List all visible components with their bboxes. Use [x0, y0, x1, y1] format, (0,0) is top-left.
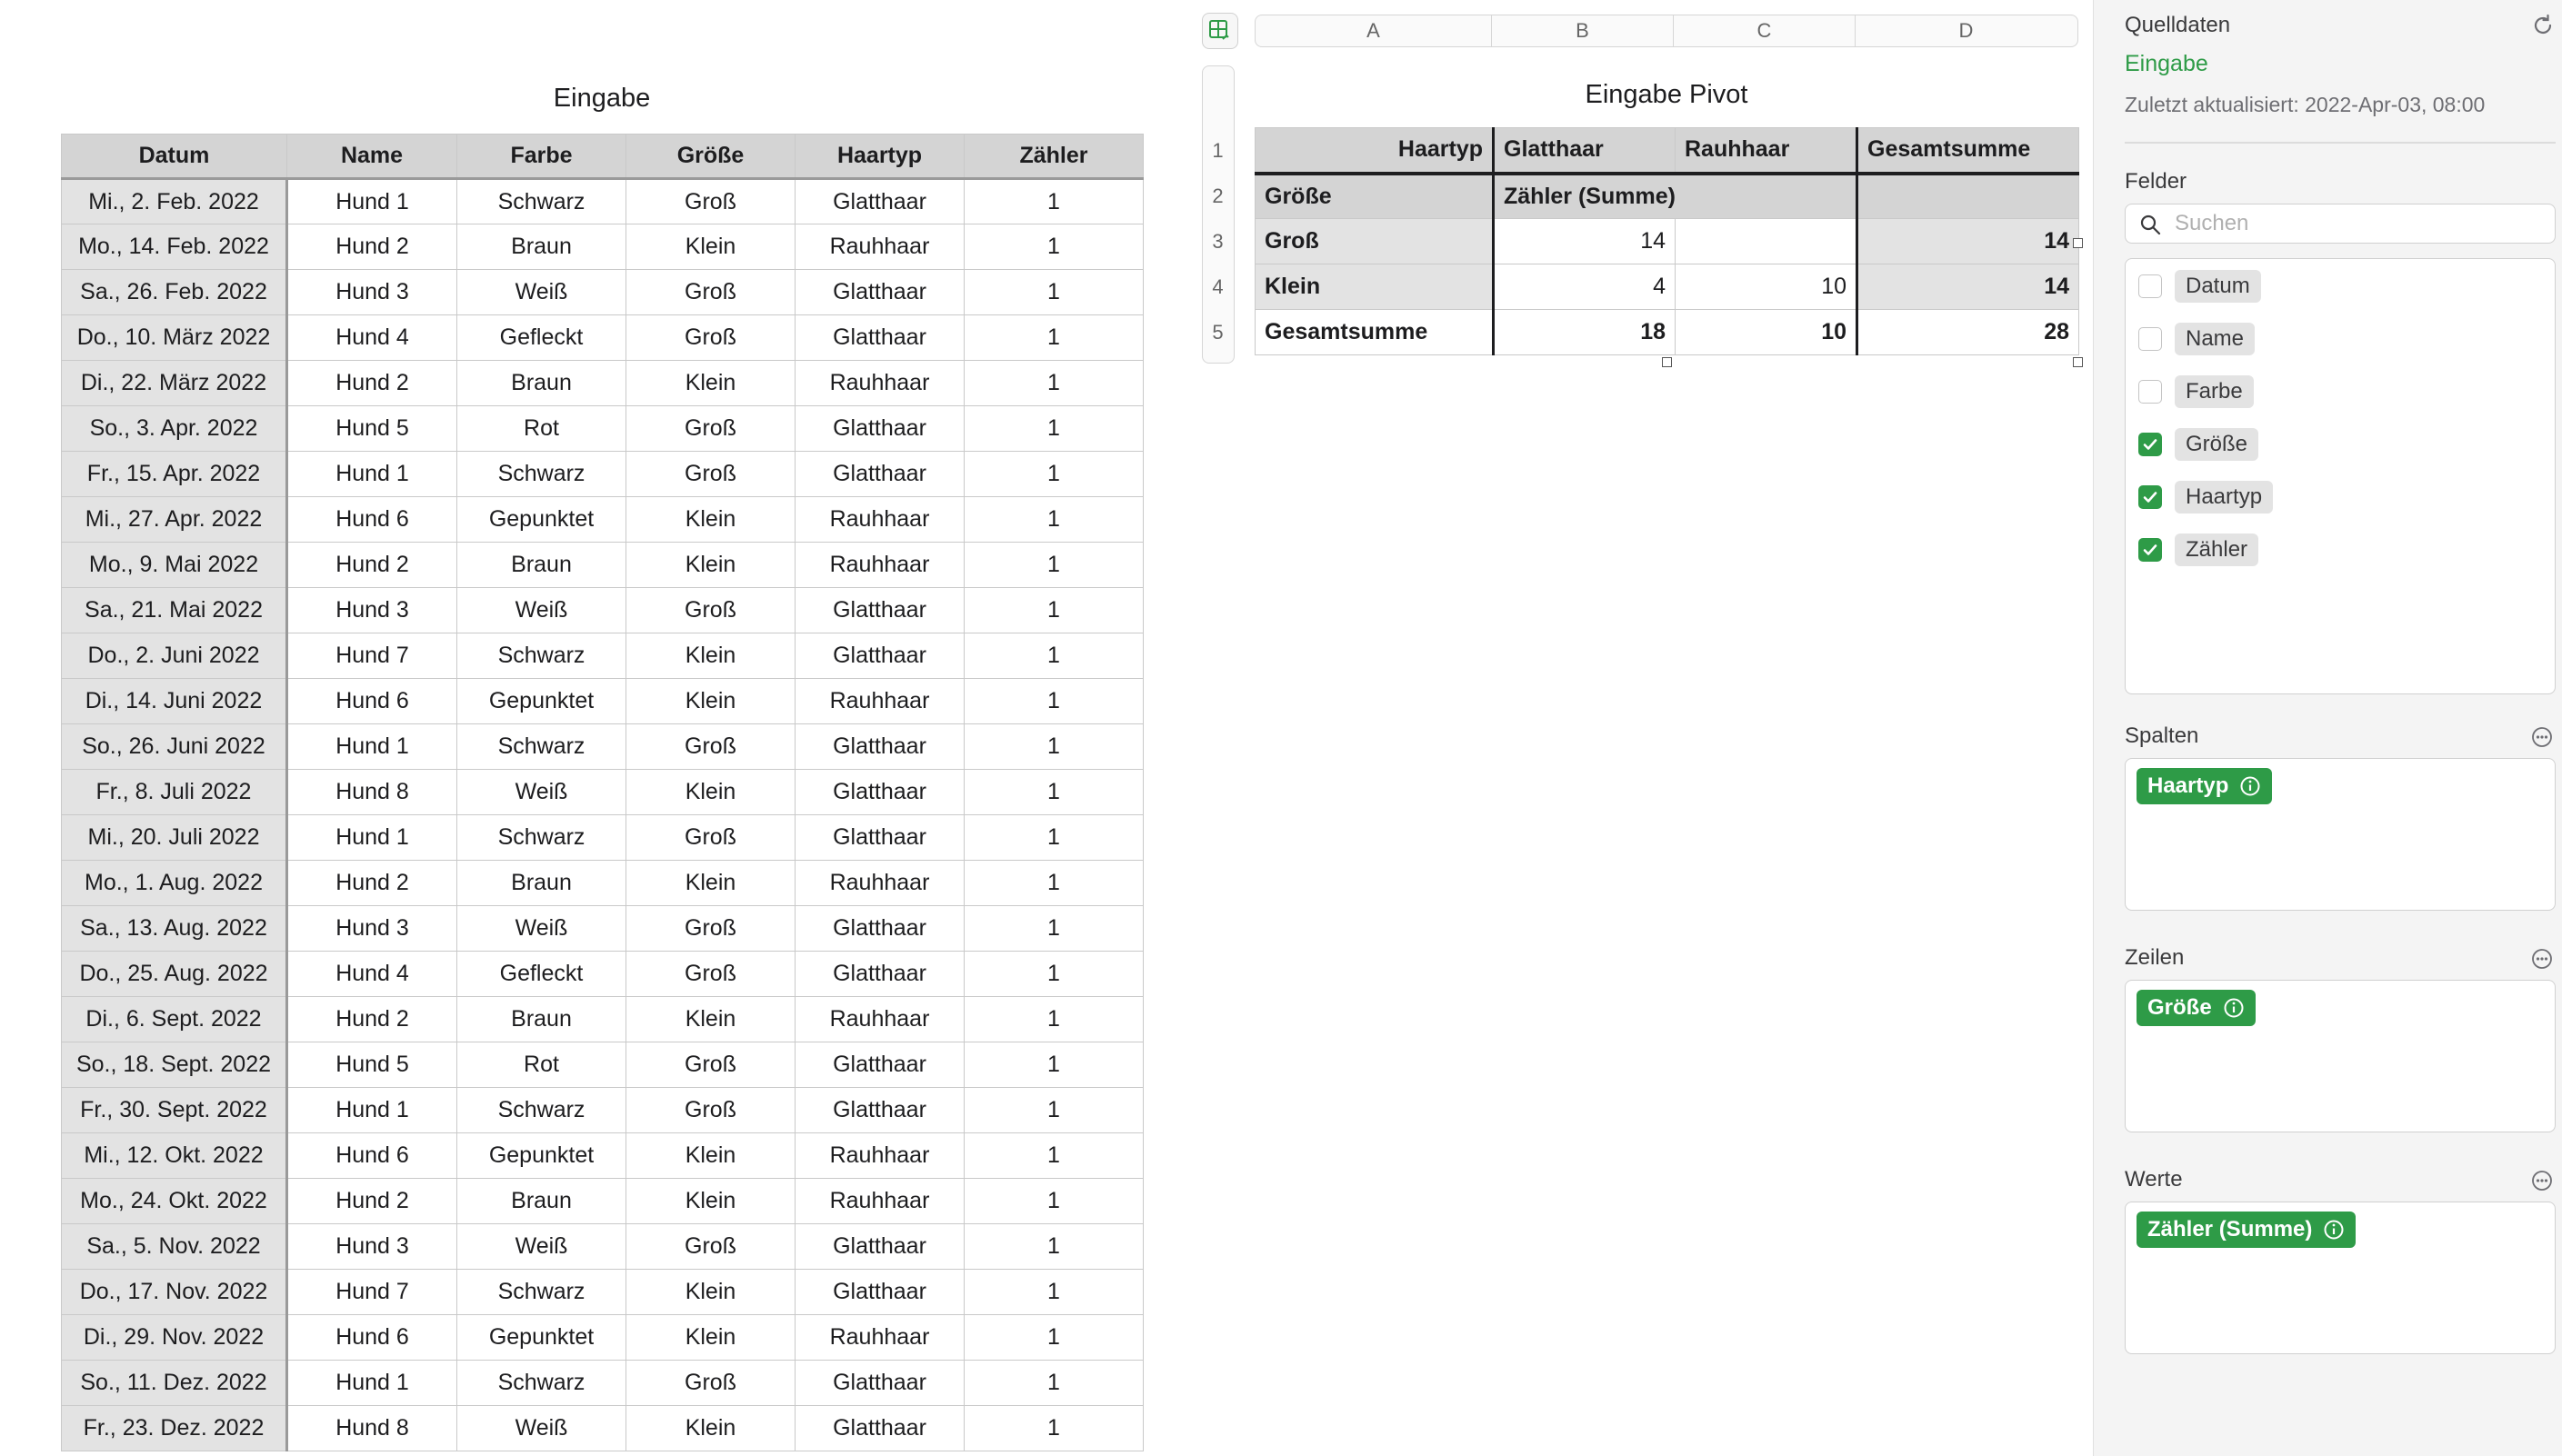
cell-groesse[interactable]: Groß	[626, 406, 796, 452]
cell-name[interactable]: Hund 6	[287, 1315, 457, 1361]
pivot-cell-c4[interactable]: 10	[1676, 264, 1857, 310]
cell-groesse[interactable]: Groß	[626, 724, 796, 770]
row-number-5[interactable]: 5	[1212, 321, 1224, 344]
cell-zaehler[interactable]: 1	[965, 1361, 1144, 1406]
cell-name[interactable]: Hund 6	[287, 1133, 457, 1179]
cell-haartyp[interactable]: Glatthaar	[796, 633, 965, 679]
cell-groesse[interactable]: Groß	[626, 270, 796, 315]
cell-haartyp[interactable]: Rauhhaar	[796, 1179, 965, 1224]
field-chip[interactable]: Zähler	[2175, 534, 2258, 566]
cell-haartyp[interactable]: Glatthaar	[796, 1042, 965, 1088]
table-row	[62, 770, 1144, 815]
cell-zaehler[interactable]: 1	[965, 815, 1144, 861]
resize-handle-bottom-middle[interactable]	[1662, 357, 1672, 367]
rows-label: Zeilen	[2125, 945, 2185, 970]
cell-datum[interactable]: Do., 10. März 2022	[62, 315, 287, 361]
header-zaehler[interactable]: Zähler	[965, 135, 1144, 179]
pivot-row-2	[1256, 174, 2079, 219]
cell-groesse[interactable]: Klein	[626, 997, 796, 1042]
resize-handle-bottom-right[interactable]	[2073, 357, 2083, 367]
cell-name[interactable]: Hund 7	[287, 633, 457, 679]
cell-haartyp[interactable]: Glatthaar	[796, 315, 965, 361]
pivot-row-3	[1256, 219, 2079, 264]
cell-zaehler[interactable]: 1	[965, 315, 1144, 361]
cell-datum[interactable]: So., 26. Juni 2022	[62, 724, 287, 770]
cell-groesse[interactable]: Klein	[626, 1133, 796, 1179]
cell-farbe[interactable]: Schwarz	[457, 1361, 626, 1406]
cell-farbe[interactable]: Schwarz	[457, 452, 626, 497]
cell-zaehler[interactable]: 1	[965, 633, 1144, 679]
column-letter-b[interactable]: B	[1492, 15, 1674, 46]
cell-farbe[interactable]: Rot	[457, 406, 626, 452]
rows-drop-area[interactable]	[2125, 980, 2556, 1132]
resize-handle-top-right[interactable]	[2073, 238, 2083, 248]
columns-more-icon[interactable]	[2530, 725, 2554, 749]
cell-farbe[interactable]: Weiß	[457, 1406, 626, 1451]
cell-datum[interactable]: Sa., 26. Feb. 2022	[62, 270, 287, 315]
cell-farbe[interactable]: Schwarz	[457, 815, 626, 861]
field-chip[interactable]: Name	[2175, 323, 2255, 355]
cell-haartyp[interactable]: Glatthaar	[796, 588, 965, 633]
cell-zaehler[interactable]: 1	[965, 861, 1144, 906]
row-header-bar	[1202, 65, 1235, 364]
cell-datum[interactable]: Mo., 1. Aug. 2022	[62, 861, 287, 906]
cell-haartyp[interactable]: Rauhhaar	[796, 679, 965, 724]
cell-haartyp[interactable]: Glatthaar	[796, 452, 965, 497]
header-haartyp[interactable]: Haartyp	[796, 135, 965, 179]
field-search-box[interactable]	[2125, 204, 2556, 244]
pivot-cell-b1[interactable]: Glatthaar	[1494, 128, 1676, 174]
cell-groesse[interactable]: Groß	[626, 1088, 796, 1133]
cell-haartyp[interactable]: Glatthaar	[796, 1088, 965, 1133]
table-row	[62, 1133, 1144, 1179]
cell-name[interactable]: Hund 3	[287, 1224, 457, 1270]
values-chip-label: Zähler (Summe)	[2147, 1217, 2313, 1242]
table-row	[62, 724, 1144, 770]
cell-datum[interactable]: Di., 22. März 2022	[62, 361, 287, 406]
cell-name[interactable]: Hund 4	[287, 315, 457, 361]
cell-zaehler[interactable]: 1	[965, 361, 1144, 406]
cell-datum[interactable]: Fr., 15. Apr. 2022	[62, 452, 287, 497]
table-row	[62, 179, 1144, 224]
info-icon[interactable]	[2223, 997, 2245, 1019]
cell-zaehler[interactable]: 1	[965, 224, 1144, 270]
cell-groesse[interactable]: Groß	[626, 452, 796, 497]
field-row[interactable]	[2138, 532, 2258, 568]
rows-chip-label: Größe	[2147, 995, 2212, 1020]
cell-farbe[interactable]: Schwarz	[457, 724, 626, 770]
field-checkbox[interactable]	[2138, 274, 2162, 298]
pivot-cell-b3[interactable]: 14	[1494, 219, 1676, 264]
cell-farbe[interactable]: Gepunktet	[457, 679, 626, 724]
cell-groesse[interactable]: Groß	[626, 588, 796, 633]
cell-zaehler[interactable]: 1	[965, 270, 1144, 315]
cell-name[interactable]: Hund 5	[287, 406, 457, 452]
source-data-label: Quelldaten	[2125, 13, 2231, 37]
pivot-cell-d1[interactable]: Gesamtsumme	[1857, 128, 2079, 174]
cell-farbe[interactable]: Gepunktet	[457, 497, 626, 543]
cell-groesse[interactable]: Klein	[626, 224, 796, 270]
cell-farbe[interactable]: Weiß	[457, 1224, 626, 1270]
cell-groesse[interactable]: Groß	[626, 906, 796, 952]
info-icon[interactable]	[2323, 1219, 2345, 1241]
pivot-cell-d5[interactable]: 28	[1857, 310, 2079, 355]
source-table-link[interactable]: Eingabe	[2125, 51, 2208, 76]
rows-more-icon[interactable]	[2530, 947, 2554, 971]
cell-groesse[interactable]: Groß	[626, 179, 796, 224]
pivot-cell-c1[interactable]: Rauhhaar	[1676, 128, 1857, 174]
pivot-cell-a2[interactable]: Größe	[1256, 174, 1494, 219]
cell-farbe[interactable]: Gefleckt	[457, 952, 626, 997]
cell-farbe[interactable]: Weiß	[457, 906, 626, 952]
field-checkbox[interactable]	[2138, 380, 2162, 404]
cell-groesse[interactable]: Groß	[626, 1042, 796, 1088]
cell-zaehler[interactable]: 1	[965, 179, 1144, 224]
search-icon	[2138, 213, 2162, 236]
cell-datum[interactable]: Mo., 24. Okt. 2022	[62, 1179, 287, 1224]
cell-datum[interactable]: Mo., 14. Feb. 2022	[62, 224, 287, 270]
pivot-cell-a3[interactable]: Groß	[1256, 219, 1494, 264]
table-row	[62, 315, 1144, 361]
cell-zaehler[interactable]: 1	[965, 543, 1144, 588]
pivot-cell-b2[interactable]: Zähler (Summe)	[1494, 174, 1857, 219]
cell-name[interactable]: Hund 3	[287, 588, 457, 633]
info-icon[interactable]	[2239, 775, 2261, 797]
table-row	[62, 1315, 1144, 1361]
cell-farbe[interactable]: Weiß	[457, 588, 626, 633]
table-row	[62, 361, 1144, 406]
cell-zaehler[interactable]: 1	[965, 1042, 1144, 1088]
header-farbe[interactable]: Farbe	[457, 135, 626, 179]
cell-haartyp[interactable]: Glatthaar	[796, 815, 965, 861]
checkmark-icon	[2142, 436, 2158, 453]
cell-datum[interactable]: So., 11. Dez. 2022	[62, 1361, 287, 1406]
cell-datum[interactable]: Mi., 12. Okt. 2022	[62, 1133, 287, 1179]
table-row	[62, 406, 1144, 452]
cell-groesse[interactable]: Klein	[626, 1270, 796, 1315]
cell-name[interactable]: Hund 2	[287, 1179, 457, 1224]
cell-name[interactable]: Hund 2	[287, 361, 457, 406]
cell-haartyp[interactable]: Glatthaar	[796, 1270, 965, 1315]
cell-groesse[interactable]: Klein	[626, 1406, 796, 1451]
field-row[interactable]	[2138, 426, 2258, 463]
field-row[interactable]	[2138, 321, 2255, 357]
cell-farbe[interactable]: Rot	[457, 1042, 626, 1088]
fields-label: Felder	[2125, 169, 2187, 194]
cell-datum[interactable]: Mi., 27. Apr. 2022	[62, 497, 287, 543]
cell-datum[interactable]: Fr., 8. Juli 2022	[62, 770, 287, 815]
columns-field-chip[interactable]	[2137, 768, 2272, 804]
row-number-3[interactable]: 3	[1212, 230, 1224, 253]
field-checkbox[interactable]	[2138, 485, 2162, 509]
cell-haartyp[interactable]: Rauhhaar	[796, 861, 965, 906]
cell-datum[interactable]: Mi., 20. Juli 2022	[62, 815, 287, 861]
cell-zaehler[interactable]: 1	[965, 1270, 1144, 1315]
cell-datum[interactable]: Fr., 23. Dez. 2022	[62, 1406, 287, 1451]
table-row	[62, 1042, 1144, 1088]
cell-haartyp[interactable]: Rauhhaar	[796, 361, 965, 406]
values-field-chip[interactable]	[2137, 1212, 2356, 1248]
values-drop-area[interactable]	[2125, 1202, 2556, 1354]
table-row	[62, 270, 1144, 315]
columns-label: Spalten	[2125, 723, 2199, 748]
table-grid-icon	[1208, 19, 1232, 43]
cell-farbe[interactable]: Gefleckt	[457, 315, 626, 361]
field-row[interactable]	[2138, 374, 2254, 410]
cell-groesse[interactable]: Groß	[626, 315, 796, 361]
cell-farbe[interactable]: Weiß	[457, 270, 626, 315]
refresh-icon[interactable]	[2530, 13, 2556, 38]
cell-groesse[interactable]: Groß	[626, 815, 796, 861]
cell-farbe[interactable]: Schwarz	[457, 1270, 626, 1315]
cell-groesse[interactable]: Groß	[626, 1224, 796, 1270]
cell-zaehler[interactable]: 1	[965, 724, 1144, 770]
cell-groesse[interactable]: Klein	[626, 1179, 796, 1224]
cell-name[interactable]: Hund 1	[287, 452, 457, 497]
pivot-row-1	[1256, 128, 2079, 174]
column-letter-c[interactable]: C	[1674, 15, 1856, 46]
checkmark-icon	[2142, 542, 2158, 558]
cell-name[interactable]: Hund 8	[287, 770, 457, 815]
pivot-cell-a1[interactable]: Haartyp	[1256, 128, 1494, 174]
field-chip[interactable]: Farbe	[2175, 375, 2254, 408]
row-number-2[interactable]: 2	[1212, 184, 1224, 207]
cell-datum[interactable]: Di., 14. Juni 2022	[62, 679, 287, 724]
cell-datum[interactable]: Do., 17. Nov. 2022	[62, 1270, 287, 1315]
cell-datum[interactable]: Sa., 5. Nov. 2022	[62, 1224, 287, 1270]
cell-datum[interactable]: Sa., 21. Mai 2022	[62, 588, 287, 633]
pivot-cell-d4[interactable]: 14	[1857, 264, 2079, 310]
field-chip[interactable]: Datum	[2175, 270, 2261, 303]
cell-groesse[interactable]: Groß	[626, 952, 796, 997]
cell-farbe[interactable]: Gepunktet	[457, 1133, 626, 1179]
column-header-bar	[1255, 15, 2078, 47]
cell-zaehler[interactable]: 1	[965, 679, 1144, 724]
cell-haartyp[interactable]: Rauhhaar	[796, 497, 965, 543]
cell-name[interactable]: Hund 1	[287, 815, 457, 861]
cell-farbe[interactable]: Schwarz	[457, 1088, 626, 1133]
cell-farbe[interactable]: Weiß	[457, 770, 626, 815]
cell-name[interactable]: Hund 1	[287, 1361, 457, 1406]
table-row	[62, 906, 1144, 952]
cell-haartyp[interactable]: Rauhhaar	[796, 1315, 965, 1361]
cell-farbe[interactable]: Braun	[457, 361, 626, 406]
cell-datum[interactable]: Di., 6. Sept. 2022	[62, 997, 287, 1042]
header-groesse[interactable]: Größe	[626, 135, 796, 179]
cell-groesse[interactable]: Klein	[626, 543, 796, 588]
cell-zaehler[interactable]: 1	[965, 1315, 1144, 1361]
values-label: Werte	[2125, 1167, 2183, 1192]
rows-field-chip[interactable]	[2137, 990, 2256, 1026]
cell-name[interactable]: Hund 5	[287, 1042, 457, 1088]
cell-name[interactable]: Hund 3	[287, 270, 457, 315]
cell-groesse[interactable]: Klein	[626, 679, 796, 724]
cell-datum[interactable]: Do., 25. Aug. 2022	[62, 952, 287, 997]
cell-farbe[interactable]: Gepunktet	[457, 1315, 626, 1361]
table-row	[62, 633, 1144, 679]
cell-name[interactable]: Hund 6	[287, 497, 457, 543]
cell-haartyp[interactable]: Glatthaar	[796, 770, 965, 815]
table-row	[62, 588, 1144, 633]
pivot-cell-a5[interactable]: Gesamtsumme	[1256, 310, 1494, 355]
header-datum[interactable]: Datum	[62, 135, 287, 179]
pivot-cell-c3[interactable]	[1676, 219, 1857, 264]
field-chip[interactable]: Größe	[2175, 428, 2258, 461]
table-row	[62, 861, 1144, 906]
values-more-icon[interactable]	[2530, 1169, 2554, 1192]
table-row	[62, 224, 1144, 270]
cell-zaehler[interactable]: 1	[965, 588, 1144, 633]
cell-haartyp[interactable]: Glatthaar	[796, 1406, 965, 1451]
table-row	[62, 952, 1144, 997]
cell-haartyp[interactable]: Rauhhaar	[796, 224, 965, 270]
table-options-button[interactable]	[1202, 13, 1238, 49]
cell-groesse[interactable]: Klein	[626, 770, 796, 815]
cell-haartyp[interactable]: Glatthaar	[796, 724, 965, 770]
cell-haartyp[interactable]: Glatthaar	[796, 270, 965, 315]
pivot-cell-c5[interactable]: 10	[1676, 310, 1857, 355]
cell-datum[interactable]: Sa., 13. Aug. 2022	[62, 906, 287, 952]
cell-name[interactable]: Hund 4	[287, 952, 457, 997]
cell-farbe[interactable]: Braun	[457, 224, 626, 270]
cell-farbe[interactable]: Braun	[457, 1179, 626, 1224]
cell-name[interactable]: Hund 2	[287, 861, 457, 906]
cell-groesse[interactable]: Groß	[626, 1361, 796, 1406]
last-updated-text: Zuletzt aktualisiert: 2022-Apr-03, 08:00	[2125, 93, 2486, 116]
cell-haartyp[interactable]: Glatthaar	[796, 1361, 965, 1406]
cell-zaehler[interactable]: 1	[965, 1179, 1144, 1224]
pivot-row-5	[1256, 310, 2079, 355]
cell-haartyp[interactable]: Rauhhaar	[796, 997, 965, 1042]
field-checkbox[interactable]	[2138, 433, 2162, 456]
cell-name[interactable]: Hund 2	[287, 224, 457, 270]
cell-zaehler[interactable]: 1	[965, 1088, 1144, 1133]
field-checkbox[interactable]	[2138, 538, 2162, 562]
pivot-options-sidebar	[2093, 0, 2562, 1456]
columns-drop-area[interactable]	[2125, 758, 2556, 911]
cell-groesse[interactable]: Klein	[626, 633, 796, 679]
table-row	[62, 997, 1144, 1042]
field-checkbox[interactable]	[2138, 327, 2162, 351]
table-row	[62, 1361, 1144, 1406]
cell-haartyp[interactable]: Glatthaar	[796, 406, 965, 452]
column-letter-d[interactable]: D	[1958, 19, 1974, 42]
cell-name[interactable]: Hund 6	[287, 679, 457, 724]
cell-name[interactable]: Hund 2	[287, 997, 457, 1042]
pivot-cell-d2[interactable]	[1857, 174, 2079, 219]
pivot-table-title: Eingabe Pivot	[1585, 80, 1748, 109]
field-chip[interactable]: Haartyp	[2175, 481, 2273, 514]
cell-datum[interactable]: Mo., 9. Mai 2022	[62, 543, 287, 588]
input-table-title: Eingabe	[553, 84, 651, 113]
field-row[interactable]	[2138, 479, 2273, 515]
cell-zaehler[interactable]: 1	[965, 997, 1144, 1042]
cell-zaehler[interactable]: 1	[965, 1133, 1144, 1179]
row-number-4[interactable]: 4	[1212, 275, 1224, 298]
pivot-table	[1255, 127, 2079, 355]
cell-haartyp[interactable]: Glatthaar	[796, 179, 965, 224]
columns-chip-label: Haartyp	[2147, 773, 2229, 798]
cell-haartyp[interactable]: Rauhhaar	[796, 543, 965, 588]
cell-zaehler[interactable]: 1	[965, 1406, 1144, 1451]
row-number-1[interactable]: 1	[1212, 139, 1224, 162]
cell-datum[interactable]: So., 3. Apr. 2022	[62, 406, 287, 452]
field-row[interactable]	[2138, 268, 2261, 304]
pivot-cell-a4[interactable]: Klein	[1256, 264, 1494, 310]
cell-name[interactable]: Hund 8	[287, 1406, 457, 1451]
cell-zaehler[interactable]: 1	[965, 406, 1144, 452]
cell-name[interactable]: Hund 7	[287, 1270, 457, 1315]
cell-haartyp[interactable]: Glatthaar	[796, 1224, 965, 1270]
table-row	[62, 679, 1144, 724]
cell-groesse[interactable]: Klein	[626, 361, 796, 406]
checkmark-icon	[2142, 489, 2158, 505]
cell-farbe[interactable]: Schwarz	[457, 633, 626, 679]
pivot-cell-d3[interactable]: 14	[1857, 219, 2079, 264]
cell-zaehler[interactable]: 1	[965, 497, 1144, 543]
sidebar-divider	[2125, 142, 2556, 144]
cell-farbe[interactable]: Braun	[457, 997, 626, 1042]
cell-name[interactable]: Hund 2	[287, 543, 457, 588]
cell-datum[interactable]: Di., 29. Nov. 2022	[62, 1315, 287, 1361]
cell-datum[interactable]: Do., 2. Juni 2022	[62, 633, 287, 679]
table-row	[62, 1179, 1144, 1224]
cell-name[interactable]: Hund 1	[287, 179, 457, 224]
cell-farbe[interactable]: Braun	[457, 543, 626, 588]
input-table-header-row	[62, 135, 1144, 179]
table-row	[62, 815, 1144, 861]
cell-haartyp[interactable]: Glatthaar	[796, 952, 965, 997]
header-name[interactable]: Name	[287, 135, 457, 179]
table-row	[62, 1406, 1144, 1451]
cell-farbe[interactable]: Braun	[457, 861, 626, 906]
cell-name[interactable]: Hund 1	[287, 1088, 457, 1133]
pivot-row-4	[1256, 264, 2079, 310]
cell-zaehler[interactable]: 1	[965, 1224, 1144, 1270]
table-row	[62, 452, 1144, 497]
cell-zaehler[interactable]: 1	[965, 770, 1144, 815]
column-letter-a[interactable]: A	[1256, 15, 1492, 46]
cell-zaehler[interactable]: 1	[965, 906, 1144, 952]
cell-name[interactable]: Hund 3	[287, 906, 457, 952]
cell-datum[interactable]: Fr., 30. Sept. 2022	[62, 1088, 287, 1133]
cell-datum[interactable]: Mi., 2. Feb. 2022	[62, 179, 287, 224]
input-table	[61, 134, 1144, 1451]
cell-zaehler[interactable]: 1	[965, 452, 1144, 497]
table-row	[62, 1270, 1144, 1315]
cell-datum[interactable]: So., 18. Sept. 2022	[62, 1042, 287, 1088]
cell-farbe[interactable]: Schwarz	[457, 179, 626, 224]
cell-haartyp[interactable]: Rauhhaar	[796, 1133, 965, 1179]
cell-haartyp[interactable]: Glatthaar	[796, 906, 965, 952]
table-row	[62, 543, 1144, 588]
cell-groesse[interactable]: Klein	[626, 1315, 796, 1361]
cell-groesse[interactable]: Klein	[626, 861, 796, 906]
search-input[interactable]	[2175, 209, 2538, 238]
fields-list	[2125, 258, 2556, 694]
table-row	[62, 1224, 1144, 1270]
cell-zaehler[interactable]: 1	[965, 952, 1144, 997]
table-row	[62, 497, 1144, 543]
pivot-cell-b4[interactable]: 4	[1494, 264, 1676, 310]
table-row	[62, 1088, 1144, 1133]
cell-groesse[interactable]: Klein	[626, 497, 796, 543]
pivot-cell-b5[interactable]: 18	[1494, 310, 1676, 355]
cell-name[interactable]: Hund 1	[287, 724, 457, 770]
